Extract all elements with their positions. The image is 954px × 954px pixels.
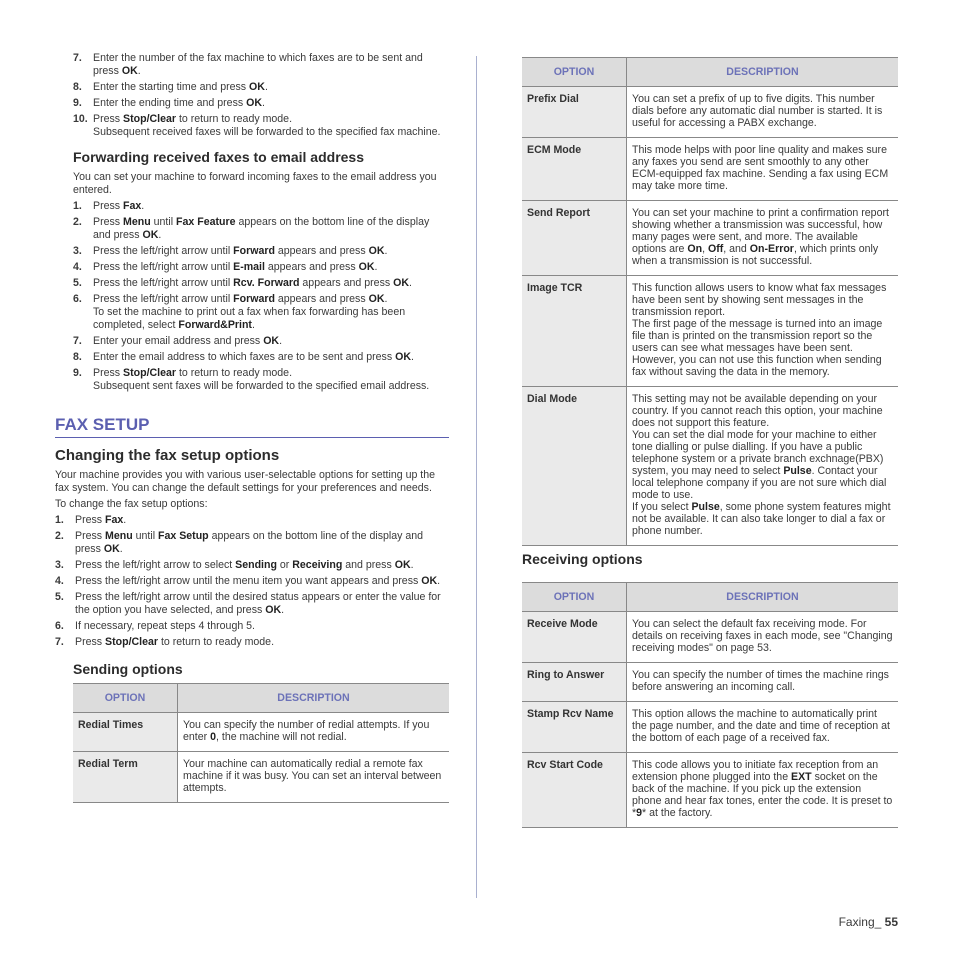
- step-text: Press the left/right arrow to select Sending or Receiving and press OK.: [75, 559, 414, 571]
- list-item: [73, 245, 449, 258]
- step-number: 7.: [55, 636, 64, 648]
- page-number: 55: [884, 915, 898, 929]
- step-number: 5.: [55, 591, 64, 603]
- table-row: [522, 753, 898, 828]
- step-text: Press the left/right arrow until Forward appears and press OK.: [93, 293, 388, 305]
- step-text: Press Fax.: [93, 200, 145, 212]
- step-text: Enter your email address and press OK.: [93, 335, 283, 347]
- step-text: Press the left/right arrow until the menu item you want appears and press OK.: [75, 575, 441, 587]
- receiving-options-table: [522, 582, 898, 828]
- list-item: [73, 200, 449, 213]
- step-number: 1.: [55, 514, 64, 526]
- list-item: [55, 530, 449, 556]
- list-item: [55, 575, 449, 588]
- step-text: Enter the starting time and press OK.: [93, 81, 268, 93]
- step-text: Press the left/right arrow until the desired status appears or enter the value for the option you have selected, and press OK.: [75, 591, 441, 616]
- option-cell: Receive Mode: [522, 612, 627, 663]
- email-forward-steps-list: [73, 200, 449, 393]
- step-text: Press the left/right arrow until Rcv. Forward appears and press OK.: [93, 277, 412, 289]
- step-text: Press Menu until Fax Setup appears on the bottom line of the display and press OK.: [75, 530, 424, 555]
- list-item: [73, 293, 449, 332]
- changing-intro2: To change the fax setup options:: [55, 498, 208, 510]
- step-text: Press Stop/Clear to return to ready mode.: [93, 367, 293, 379]
- description-cell: You can specify the number of times the machine rings before answering an incoming call.: [627, 663, 899, 702]
- step-text: Enter the ending time and press OK.: [93, 97, 265, 109]
- description-cell: Your machine can automatically redial a remote fax machine if it was busy. You can set an interval between attempts.: [178, 752, 450, 803]
- list-item: [73, 335, 449, 348]
- column-divider: [476, 56, 477, 898]
- table-row: [522, 387, 898, 546]
- step-number: 3.: [73, 245, 82, 257]
- option-cell: Prefix Dial: [522, 87, 627, 138]
- step-number: 6.: [73, 293, 82, 305]
- step-number: 3.: [55, 559, 64, 571]
- list-item: [73, 113, 449, 139]
- option-cell: Dial Mode: [522, 387, 627, 546]
- description-cell: This option allows the machine to automatically print the page number, and the date and time of reception at the bottom of each page of a received fax.: [627, 702, 899, 753]
- step-text: Enter the email address to which faxes are to be sent and press OK.: [93, 351, 414, 363]
- step-note: Subsequent received faxes will be forwarded to the specified fax machine.: [93, 126, 441, 138]
- step-number: 7.: [73, 335, 82, 347]
- description-cell: This code allows you to initiate fax reception from an extension phone plugged into the EXT socket on the back of the machine. If you pick up the extension phone and hear fax tones, enter the code. It is preset to *9* at the factory.: [627, 753, 899, 828]
- option-cell: Redial Times: [73, 713, 178, 752]
- description-cell: You can select the default fax receiving mode. For details on receiving faxes in each mode, see "Changing receiving modes" on page 53.: [627, 612, 899, 663]
- step-text: Press Stop/Clear to return to ready mode.: [93, 113, 293, 125]
- option-cell: Send Report: [522, 201, 627, 276]
- list-item: [73, 261, 449, 274]
- table-row: [522, 87, 898, 138]
- step-text: Press Menu until Fax Feature appears on the bottom line of the display and press OK.: [93, 216, 430, 241]
- table-row: [522, 663, 898, 702]
- step-number: 8.: [73, 351, 82, 363]
- step-number: 8.: [73, 81, 82, 93]
- step-number: 2.: [55, 530, 64, 542]
- step-note: To set the machine to print out a fax when fax forwarding has been completed, select Forward&Print.: [93, 306, 406, 331]
- left-column: [55, 52, 449, 803]
- list-item: [73, 216, 449, 242]
- sending-heading: Sending options: [73, 661, 183, 677]
- step-number: 4.: [73, 261, 82, 273]
- step-text: Enter the number of the fax machine to which faxes are to be sent and press OK.: [93, 52, 423, 77]
- table-row: [522, 612, 898, 663]
- fax-forward-steps-list: [73, 52, 449, 139]
- table-row: [522, 276, 898, 387]
- step-note: Subsequent sent faxes will be forwarded to the specified email address.: [93, 380, 430, 392]
- option-column-header: OPTION: [522, 583, 627, 612]
- description-cell: This function allows users to know what fax messages have been sent by showing sent messages in the transmission report. The first page of the message is turned into an image file than is printed on the transmission report so the users can see what messages have been sent. However, you can not use this function when sending fax without saving the data in the memory.: [627, 276, 899, 387]
- changing-heading: Changing the fax setup options: [55, 447, 280, 464]
- description-column-header: DESCRIPTION: [178, 684, 450, 713]
- option-cell: Stamp Rcv Name: [522, 702, 627, 753]
- list-item: [55, 591, 449, 617]
- step-text: Press the left/right arrow until Forward appears and press OK.: [93, 245, 388, 257]
- description-cell: This mode helps with poor line quality and makes sure any faxes you send are sent smoothly to any other ECM-equipped fax machine. Sending a fax using ECM may take more time.: [627, 138, 899, 201]
- step-number: 5.: [73, 277, 82, 289]
- option-cell: Rcv Start Code: [522, 753, 627, 828]
- list-item: [73, 81, 449, 94]
- description-column-header: DESCRIPTION: [627, 583, 899, 612]
- fax-setup-steps-list: [55, 514, 449, 649]
- table-row: [73, 713, 449, 752]
- option-column-header: OPTION: [522, 58, 627, 87]
- table-row: [522, 702, 898, 753]
- right-column: [522, 57, 898, 828]
- description-cell: This setting may not be available depending on your country. If you cannot reach this option, your machine does not support this feature. You can set the dial mode for your machine to either tone dialling or pulse dialling. If you have a public telephone system or a private branch exchnage(PBX) system, you may need to select Pulse. Contact your local telephone company if you are not sure which dial mode to use. If you select Pulse, some phone system features might not be available. It can also take longer to dial a fax or phone number.: [627, 387, 899, 546]
- step-number: 4.: [55, 575, 64, 587]
- sending-options-table: [73, 683, 449, 803]
- list-item: [73, 52, 449, 78]
- list-item: [55, 636, 449, 649]
- changing-intro: Your machine provides you with various user-selectable options for setting up the fax system. You can change the default settings for your preferences and needs.: [55, 469, 436, 494]
- forward-email-intro: You can set your machine to forward incoming faxes to the email address you entered.: [73, 171, 437, 196]
- step-text: Press Stop/Clear to return to ready mode.: [75, 636, 275, 648]
- table-row: [73, 752, 449, 803]
- step-number: 2.: [73, 216, 82, 228]
- option-cell: Ring to Answer: [522, 663, 627, 702]
- chapter-name: Faxing_: [838, 915, 882, 929]
- description-cell: You can specify the number of redial attempts. If you enter 0, the machine will not redial.: [178, 713, 450, 752]
- step-number: 9.: [73, 367, 82, 379]
- option-cell: Redial Term: [73, 752, 178, 803]
- option-cell: ECM Mode: [522, 138, 627, 201]
- table-row: [522, 201, 898, 276]
- list-item: [73, 351, 449, 364]
- list-item: [73, 97, 449, 110]
- list-item: [55, 620, 449, 633]
- section-title: FAX SETUP: [55, 415, 449, 438]
- description-cell: You can set a prefix of up to five digits. This number dials before any automatic dial number is started. It is useful for accessing a PABX exchange.: [627, 87, 899, 138]
- list-item: [55, 514, 449, 527]
- step-number: 10.: [73, 113, 88, 125]
- page-footer: [839, 915, 898, 929]
- sending-options-table-continued: [522, 57, 898, 546]
- step-number: 1.: [73, 200, 82, 212]
- table-row: [522, 138, 898, 201]
- receiving-heading: Receiving options: [522, 551, 643, 567]
- list-item: [55, 559, 449, 572]
- list-item: [73, 277, 449, 290]
- step-text: If necessary, repeat steps 4 through 5.: [75, 620, 256, 632]
- step-text: Press the left/right arrow until E-mail appears and press OK.: [93, 261, 378, 273]
- option-column-header: OPTION: [73, 684, 178, 713]
- step-number: 7.: [73, 52, 82, 64]
- step-text: Press Fax.: [75, 514, 127, 526]
- list-item: [73, 367, 449, 393]
- step-number: 9.: [73, 97, 82, 109]
- forward-email-heading: Forwarding received faxes to email address: [73, 149, 365, 165]
- step-number: 6.: [55, 620, 64, 632]
- description-column-header: DESCRIPTION: [627, 58, 899, 87]
- option-cell: Image TCR: [522, 276, 627, 387]
- description-cell: You can set your machine to print a confirmation report showing whether a transmission was successful, how many pages were sent, and more. The available options are On, Off, and On-Error, which prints only when a transmission is not successful.: [627, 201, 899, 276]
